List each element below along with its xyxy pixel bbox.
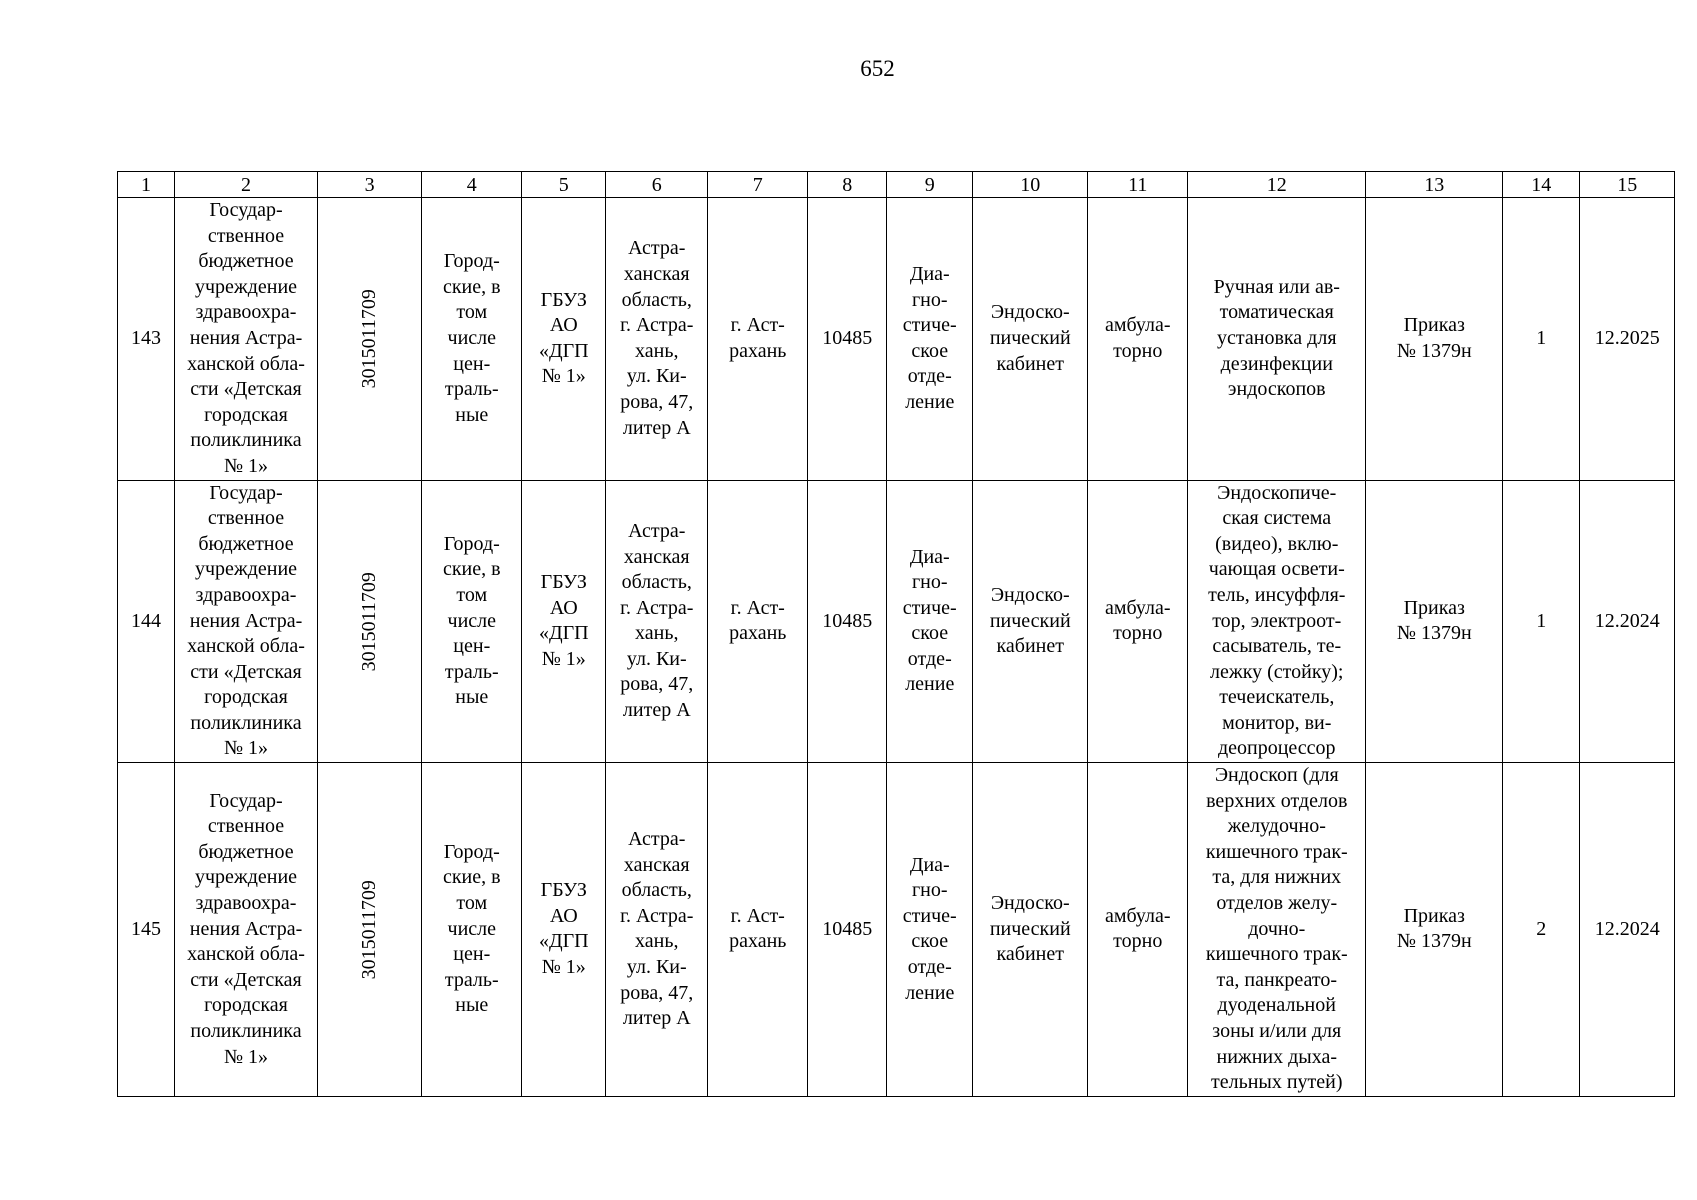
code-cell: 10485 bbox=[808, 198, 887, 481]
column-header: 4 bbox=[422, 172, 522, 198]
order-cell: Приказ № 1379н bbox=[1366, 198, 1503, 481]
table-header-row bbox=[118, 172, 1675, 198]
table-row bbox=[118, 198, 1675, 481]
address-cell: Астра- ханская область, г. Астра- хань, ул. Ки- рова, 47, литер А bbox=[606, 763, 708, 1097]
date-cell: 12.2024 bbox=[1580, 763, 1675, 1097]
equipment-cell: Ручная или ав- томатическая установка для дезинфекции эндоскопов bbox=[1188, 198, 1366, 481]
organization-cell: Государ- ственное бюджетное учреждение здравоохра- нения Астра- ханской обла- сти «Детская городская поликлиника № 1» bbox=[175, 198, 318, 481]
care-mode-cell: амбула- торно bbox=[1088, 198, 1188, 481]
row-number-cell: 145 bbox=[118, 763, 175, 1097]
cabinet-cell: Эндоско- пический кабинет bbox=[973, 763, 1088, 1097]
short-name-cell: ГБУЗ АО «ДГП № 1» bbox=[522, 763, 606, 1097]
date-cell: 12.2024 bbox=[1580, 480, 1675, 763]
column-header: 3 bbox=[318, 172, 422, 198]
settlement-type-cell: Город- ские, в том числе цен- траль- ные bbox=[422, 198, 522, 481]
address-cell: Астра- ханская область, г. Астра- хань, ул. Ки- рова, 47, литер А bbox=[606, 480, 708, 763]
column-header: 11 bbox=[1088, 172, 1188, 198]
column-header: 15 bbox=[1580, 172, 1675, 198]
city-cell: г. Аст- рахань bbox=[708, 198, 808, 481]
equipment-cell: Эндоскоп (для верхних отделов желудочно- кишечного трак- та, для нижних отделов желу- дочно- кишечного трак- та, панкреато- дуоденальной зоны и/или для нижних дыха- тельных путей) bbox=[1188, 763, 1366, 1097]
short-name-cell: ГБУЗ АО «ДГП № 1» bbox=[522, 198, 606, 481]
column-header: 8 bbox=[808, 172, 887, 198]
column-header: 10 bbox=[973, 172, 1088, 198]
care-mode-cell: амбула- торно bbox=[1088, 480, 1188, 763]
city-cell: г. Аст- рахань bbox=[708, 480, 808, 763]
quantity-cell: 1 bbox=[1503, 480, 1580, 763]
date-cell: 12.2025 bbox=[1580, 198, 1675, 481]
address-cell: Астра- ханская область, г. Астра- хань, ул. Ки- рова, 47, литер А bbox=[606, 198, 708, 481]
order-cell: Приказ № 1379н bbox=[1366, 480, 1503, 763]
column-header: 2 bbox=[175, 172, 318, 198]
quantity-cell: 1 bbox=[1503, 198, 1580, 481]
column-header: 1 bbox=[118, 172, 175, 198]
department-cell: Диа- гно- стиче- ское отде- ление bbox=[887, 763, 973, 1097]
equipment-table bbox=[117, 171, 1675, 1097]
organization-cell: Государ- ственное бюджетное учреждение здравоохра- нения Астра- ханской обла- сти «Детская городская поликлиника № 1» bbox=[175, 480, 318, 763]
column-header: 9 bbox=[887, 172, 973, 198]
equipment-cell: Эндоскопиче- ская система (видео), вклю- чающая освети- тель, инсуффля- тор, электроот- сасыватель, те- лежку (стойку); течеискатель, монитор, ви- деопроцессор bbox=[1188, 480, 1366, 763]
row-number-cell: 143 bbox=[118, 198, 175, 481]
column-header: 13 bbox=[1366, 172, 1503, 198]
cabinet-cell: Эндоско- пический кабинет bbox=[973, 480, 1088, 763]
page-number: 652 bbox=[860, 56, 895, 81]
inn-cell: 3015011709 bbox=[318, 763, 422, 1097]
column-header: 12 bbox=[1188, 172, 1366, 198]
order-cell: Приказ № 1379н bbox=[1366, 763, 1503, 1097]
column-header: 7 bbox=[708, 172, 808, 198]
column-header: 14 bbox=[1503, 172, 1580, 198]
table-row bbox=[118, 763, 1675, 1097]
code-cell: 10485 bbox=[808, 480, 887, 763]
code-cell: 10485 bbox=[808, 763, 887, 1097]
city-cell: г. Аст- рахань bbox=[708, 763, 808, 1097]
cabinet-cell: Эндоско- пический кабинет bbox=[973, 198, 1088, 481]
department-cell: Диа- гно- стиче- ское отде- ление bbox=[887, 198, 973, 481]
department-cell: Диа- гно- стиче- ское отде- ление bbox=[887, 480, 973, 763]
inn-cell: 3015011709 bbox=[318, 198, 422, 481]
inn-cell: 3015011709 bbox=[318, 480, 422, 763]
column-header: 5 bbox=[522, 172, 606, 198]
care-mode-cell: амбула- торно bbox=[1088, 763, 1188, 1097]
short-name-cell: ГБУЗ АО «ДГП № 1» bbox=[522, 480, 606, 763]
row-number-cell: 144 bbox=[118, 480, 175, 763]
column-header: 6 bbox=[606, 172, 708, 198]
settlement-type-cell: Город- ские, в том числе цен- траль- ные bbox=[422, 763, 522, 1097]
settlement-type-cell: Город- ские, в том числе цен- траль- ные bbox=[422, 480, 522, 763]
quantity-cell: 2 bbox=[1503, 763, 1580, 1097]
organization-cell: Государ- ственное бюджетное учреждение здравоохра- нения Астра- ханской обла- сти «Детская городская поликлиника № 1» bbox=[175, 763, 318, 1097]
table-row bbox=[118, 480, 1675, 763]
